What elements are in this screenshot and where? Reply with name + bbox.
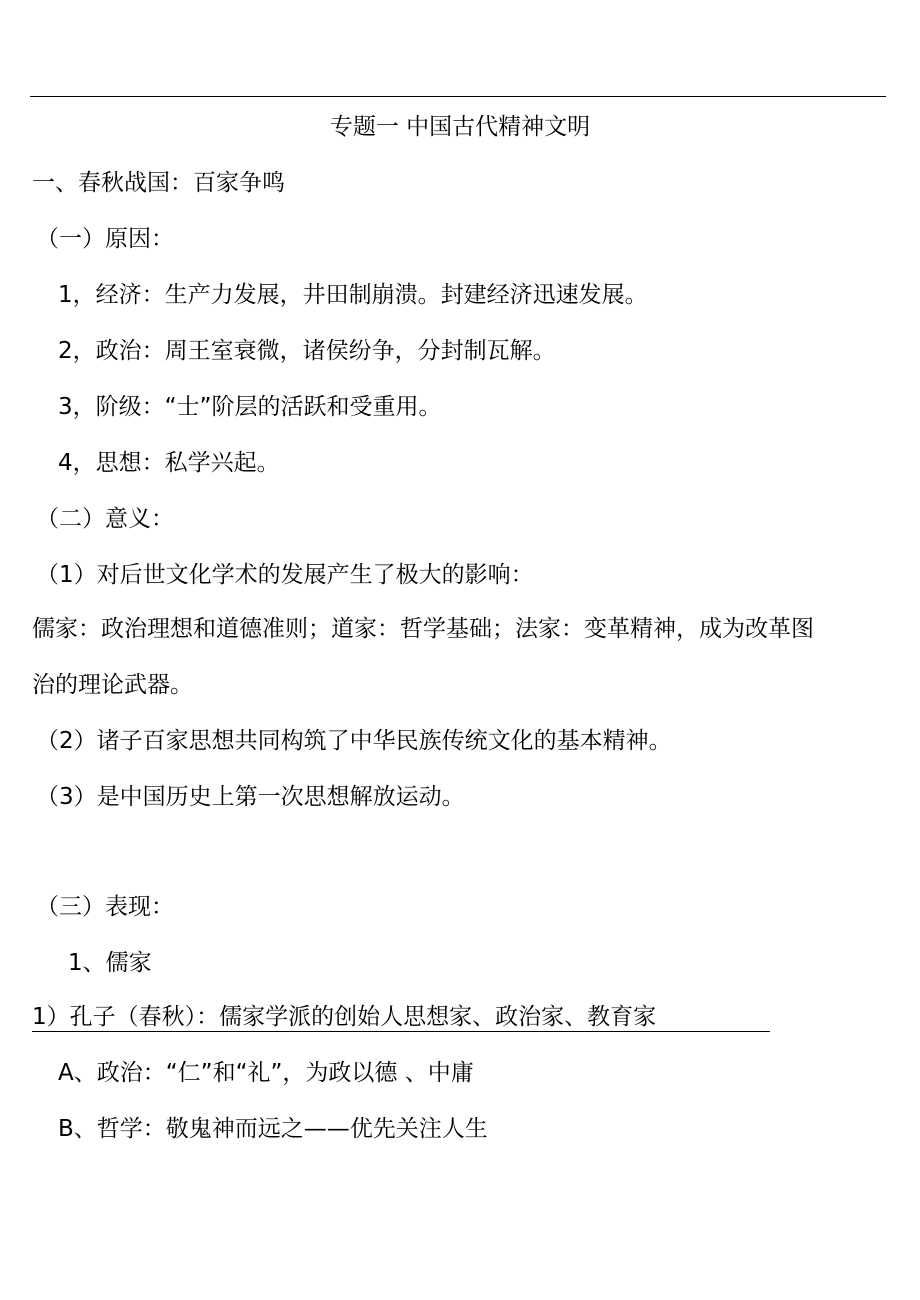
significance-item: （2）诸子百家思想共同构筑了中华民族传统文化的基本精神。 xyxy=(36,728,672,754)
reason-item: 4，思想：私学兴起。 xyxy=(58,450,280,476)
subheading-manifestation: （三）表现： xyxy=(36,894,174,920)
significance-detail: 儒家：政治理想和道德准则；道家：哲学基础；法家：变革精神，成为改革图 xyxy=(32,616,814,642)
reason-item: 2，政治：周王室衰微，诸侯纷争，分封制瓦解。 xyxy=(58,338,556,364)
confucius-heading: 1）孔子（春秋）：儒家学派的创始人思想家、政治家、教育家 xyxy=(32,1004,657,1030)
reason-item: 1，经济：生产力发展，井田制崩溃。封建经济迅速发展。 xyxy=(58,282,648,308)
document-title: 专题一 中国古代精神文明 xyxy=(329,114,591,140)
section-heading: 一、春秋战国：百家争鸣 xyxy=(32,170,285,196)
significance-detail: 治的理论武器。 xyxy=(32,672,193,698)
reason-item: 3，阶级：“士”阶层的活跃和受重用。 xyxy=(58,394,442,420)
politics-item: A、政治：“仁”和“礼”，为政以德 、中庸 xyxy=(58,1060,474,1086)
significance-item: （1）对后世文化学术的发展产生了极大的影响： xyxy=(36,562,534,588)
subheading-significance: （二）意义： xyxy=(36,506,174,532)
philosophy-item: B、哲学：敬鬼神而远之——优先关注人生 xyxy=(58,1116,488,1142)
subheading-reasons: （一）原因： xyxy=(36,226,174,252)
header-rule xyxy=(30,96,886,97)
school-heading: 1、儒家 xyxy=(68,950,152,976)
significance-item: （3）是中国历史上第一次思想解放运动。 xyxy=(36,784,465,810)
